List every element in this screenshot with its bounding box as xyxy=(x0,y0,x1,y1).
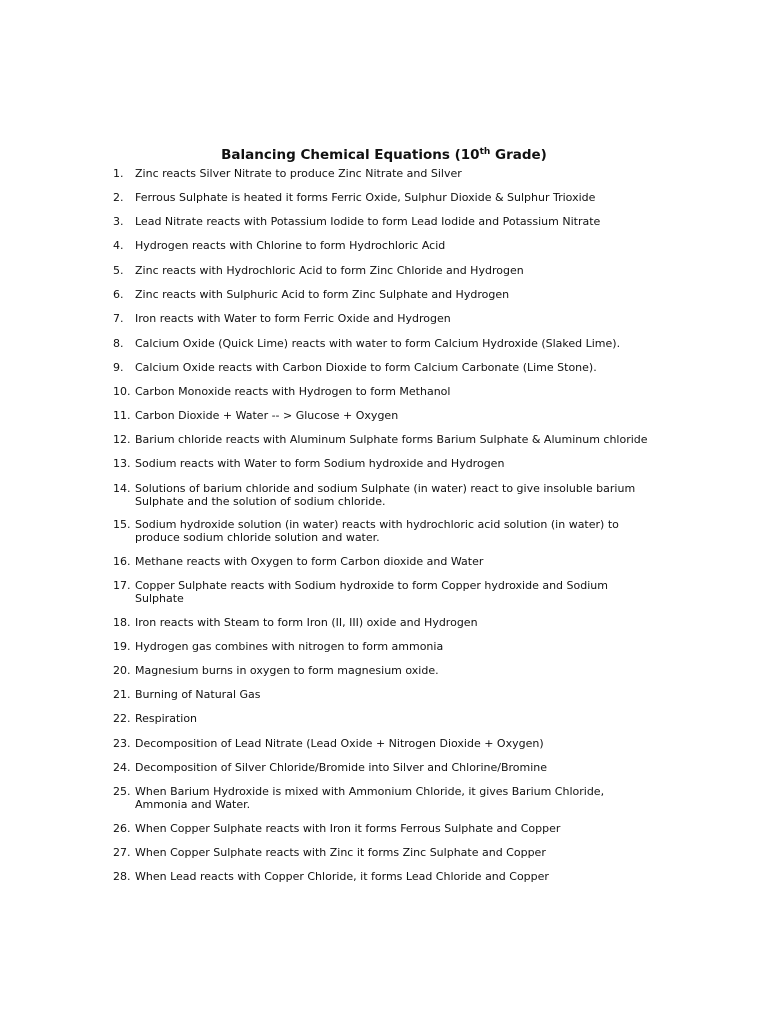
list-item xyxy=(113,713,703,726)
item-text-line: When Copper Sulphate reacts with Iron it forms Ferrous Sulphate and Copper xyxy=(135,822,561,835)
item-text xyxy=(135,823,703,836)
item-text-line: Ammonia and Water. xyxy=(135,797,251,811)
item-text-line: Burning of Natural Gas xyxy=(135,688,261,701)
item-text-line: Hydrogen gas combines with nitrogen to form ammonia xyxy=(135,640,444,653)
item-text xyxy=(135,617,703,630)
item-text xyxy=(135,192,703,205)
item-text xyxy=(135,216,703,229)
item-text-line: Methane reacts with Oxygen to form Carbon dioxide and Water xyxy=(135,555,484,568)
item-text xyxy=(135,519,703,544)
item-number: 9. xyxy=(113,361,124,374)
list-item xyxy=(113,641,703,654)
item-number: 4. xyxy=(113,239,124,252)
list-item xyxy=(113,762,703,775)
list-item xyxy=(113,580,703,605)
list-item xyxy=(113,434,703,447)
item-text xyxy=(135,665,703,678)
item-text-line: Zinc reacts Silver Nitrate to produce Zinc Nitrate and Silver xyxy=(135,167,462,180)
item-number: 13. xyxy=(113,457,131,470)
item-text xyxy=(135,738,703,751)
item-text-line: Calcium Oxide (Quick Lime) reacts with water to form Calcium Hydroxide (Slaked Lime). xyxy=(135,337,621,350)
item-number: 21. xyxy=(113,688,131,701)
item-number: 25. xyxy=(113,785,131,798)
item-text-line: Sulphate xyxy=(135,591,184,605)
item-number: 17. xyxy=(113,579,131,592)
item-number: 20. xyxy=(113,664,131,677)
item-text xyxy=(135,313,703,326)
item-text xyxy=(135,762,703,775)
item-text xyxy=(135,847,703,860)
item-text-line: Carbon Dioxide + Water -- > Glucose + Oxygen xyxy=(135,409,399,422)
item-text-line: When Lead reacts with Copper Chloride, it forms Lead Chloride and Copper xyxy=(135,870,549,883)
list-item xyxy=(113,823,703,836)
item-text-line: Iron reacts with Steam to form Iron (II, III) oxide and Hydrogen xyxy=(135,616,478,629)
item-number: 8. xyxy=(113,337,124,350)
list-item xyxy=(113,738,703,751)
item-text-line: When Copper Sulphate reacts with Zinc it forms Zinc Sulphate and Copper xyxy=(135,846,546,859)
item-number: 27. xyxy=(113,846,131,859)
item-number: 5. xyxy=(113,264,124,277)
item-text xyxy=(135,362,703,375)
item-text-line: When Barium Hydroxide is mixed with Ammonium Chloride, it gives Barium Chloride, xyxy=(135,785,605,798)
item-text xyxy=(135,265,703,278)
item-number: 19. xyxy=(113,640,131,653)
item-number: 26. xyxy=(113,822,131,835)
document-title xyxy=(0,146,768,164)
item-number: 22. xyxy=(113,712,131,725)
list-item xyxy=(113,313,703,326)
item-text-line: Decomposition of Silver Chloride/Bromide into Silver and Chlorine/Bromine xyxy=(135,761,548,774)
item-number: 14. xyxy=(113,482,131,495)
item-number: 16. xyxy=(113,555,131,568)
item-text-line: Ferrous Sulphate is heated it forms Ferric Oxide, Sulphur Dioxide & Sulphur Trioxide xyxy=(135,191,596,204)
item-text-line: Lead Nitrate reacts with Potassium Iodide to form Lead Iodide and Potassium Nitrate xyxy=(135,215,601,228)
item-number: 18. xyxy=(113,616,131,629)
list-item xyxy=(113,386,703,399)
item-text xyxy=(135,386,703,399)
item-text xyxy=(135,713,703,726)
item-number: 23. xyxy=(113,737,131,750)
item-text-line: Copper Sulphate reacts with Sodium hydroxide to form Copper hydroxide and Sodium xyxy=(135,579,608,592)
item-text xyxy=(135,410,703,423)
item-text xyxy=(135,483,703,508)
item-number: 10. xyxy=(113,385,131,398)
list-item xyxy=(113,265,703,278)
list-item xyxy=(113,871,703,884)
list-item xyxy=(113,847,703,860)
item-text-line: Sodium reacts with Water to form Sodium hydroxide and Hydrogen xyxy=(135,457,505,470)
list-item xyxy=(113,786,703,811)
list-item xyxy=(113,240,703,253)
item-number: 12. xyxy=(113,433,131,446)
item-number: 3. xyxy=(113,215,124,228)
list-item xyxy=(113,665,703,678)
list-item xyxy=(113,689,703,702)
item-number: 2. xyxy=(113,191,124,204)
item-number: 11. xyxy=(113,409,131,422)
title-superscript: th xyxy=(479,147,491,157)
list-item xyxy=(113,192,703,205)
item-text-line: Hydrogen reacts with Chlorine to form Hydrochloric Acid xyxy=(135,239,446,252)
item-text xyxy=(135,689,703,702)
item-text-line: Carbon Monoxide reacts with Hydrogen to form Methanol xyxy=(135,385,451,398)
list-item xyxy=(113,362,703,375)
item-number: 15. xyxy=(113,518,131,531)
list-item xyxy=(113,458,703,471)
item-text-line: Zinc reacts with Hydrochloric Acid to form Zinc Chloride and Hydrogen xyxy=(135,264,524,277)
item-number: 24. xyxy=(113,761,131,774)
item-text xyxy=(135,786,703,811)
item-text xyxy=(135,240,703,253)
item-text-line: Zinc reacts with Sulphuric Acid to form Zinc Sulphate and Hydrogen xyxy=(135,288,510,301)
item-text-line: Sodium hydroxide solution (in water) reacts with hydrochloric acid solution (in water) to xyxy=(135,518,619,531)
item-text-line: Calcium Oxide reacts with Carbon Dioxide to form Calcium Carbonate (Lime Stone). xyxy=(135,361,597,374)
item-text-line: Solutions of barium chloride and sodium Sulphate (in water) react to give insoluble barium xyxy=(135,482,636,495)
item-text xyxy=(135,458,703,471)
item-text xyxy=(135,338,703,351)
item-text-line: Iron reacts with Water to form Ferric Oxide and Hydrogen xyxy=(135,312,451,325)
list-item xyxy=(113,289,703,302)
title-end: Grade) xyxy=(490,147,547,163)
list-item xyxy=(113,519,703,544)
item-text xyxy=(135,168,703,181)
list-item xyxy=(113,338,703,351)
list-item xyxy=(113,483,703,508)
item-text-line: Barium chloride reacts with Aluminum Sulphate forms Barium Sulphate & Aluminum chloride xyxy=(135,433,648,446)
list-item xyxy=(113,168,703,181)
item-number: 28. xyxy=(113,870,131,883)
list-item xyxy=(113,617,703,630)
title-main: Balancing Chemical Equations (10 xyxy=(221,147,480,163)
item-text-line: Respiration xyxy=(135,712,198,725)
list-item xyxy=(113,216,703,229)
item-text-line: Sulphate and the solution of sodium chloride. xyxy=(135,494,386,508)
list-item xyxy=(113,410,703,423)
item-text xyxy=(135,289,703,302)
item-text-line: Magnesium burns in oxygen to form magnesium oxide. xyxy=(135,664,439,677)
item-text-line: Decomposition of Lead Nitrate (Lead Oxide + Nitrogen Dioxide + Oxygen) xyxy=(135,737,544,750)
item-text-line: produce sodium chloride solution and water. xyxy=(135,530,380,544)
item-number: 6. xyxy=(113,288,124,301)
item-text xyxy=(135,580,703,605)
item-text xyxy=(135,871,703,884)
item-text xyxy=(135,556,703,569)
item-number: 7. xyxy=(113,312,124,325)
item-text xyxy=(135,434,703,447)
item-number: 1. xyxy=(113,167,124,180)
list-item xyxy=(113,556,703,569)
item-text xyxy=(135,641,703,654)
